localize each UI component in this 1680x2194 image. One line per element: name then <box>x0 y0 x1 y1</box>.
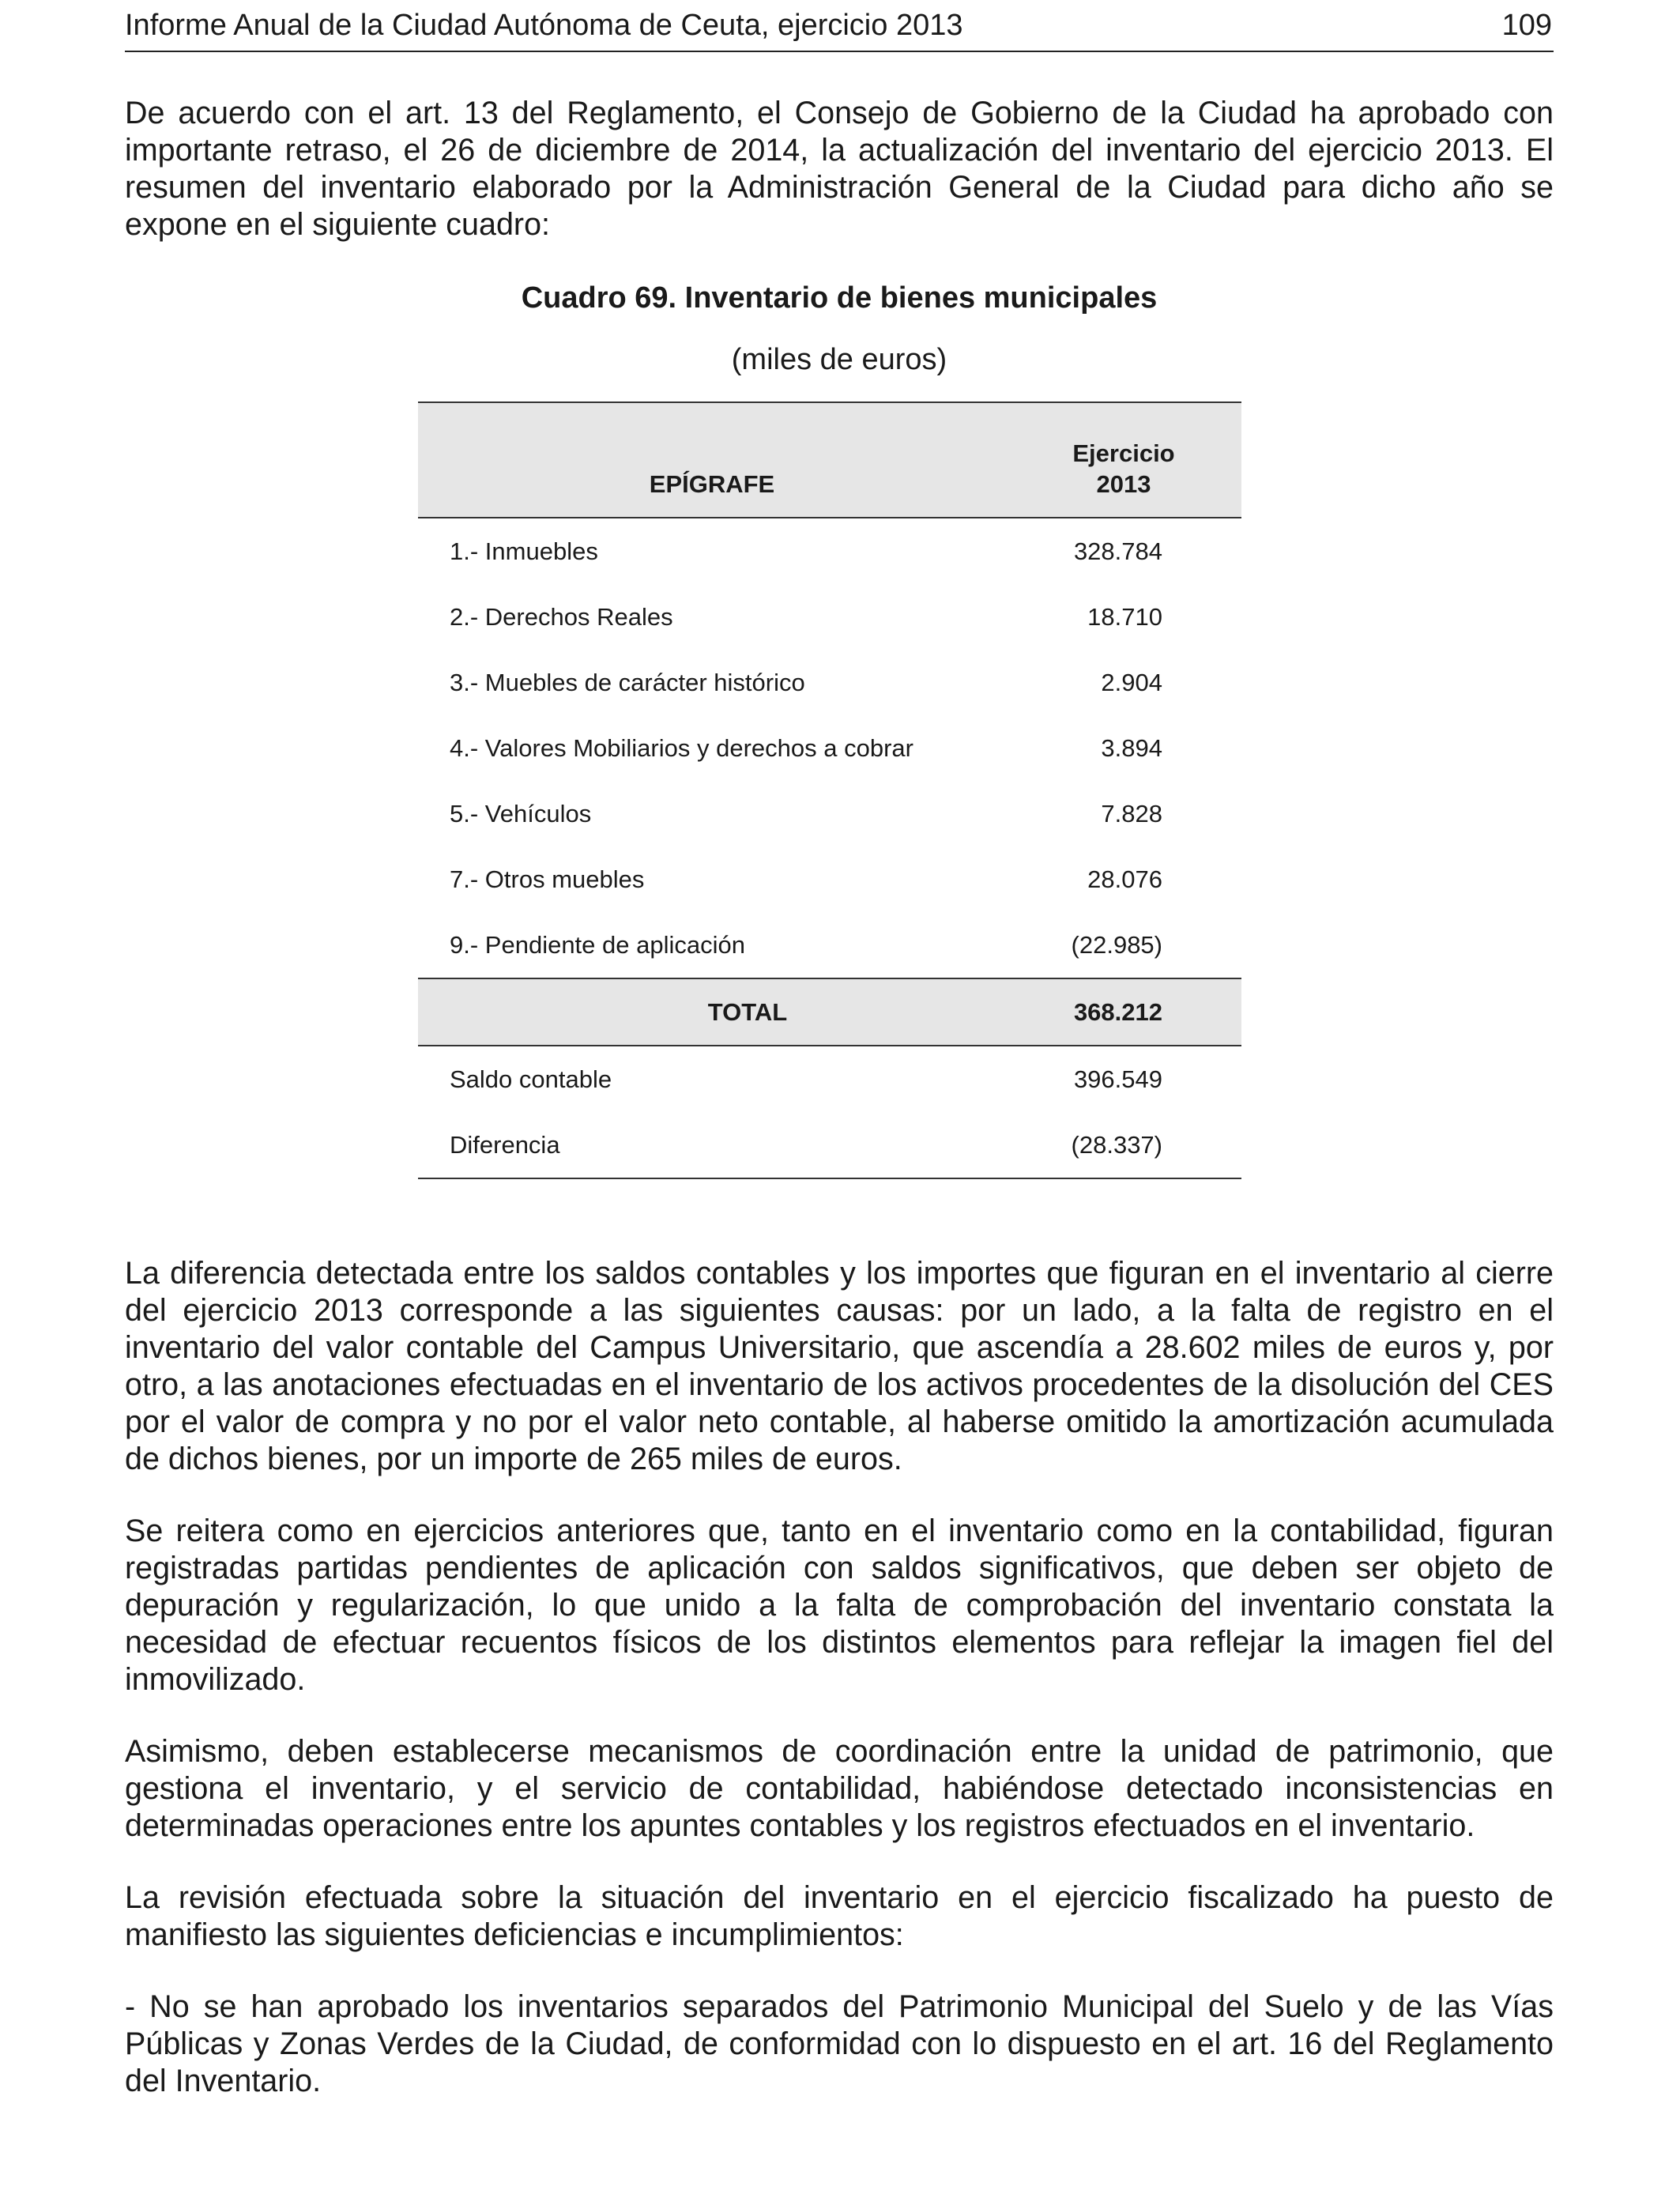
row-label: 3.- Muebles de carácter histórico <box>450 669 805 696</box>
document-page <box>125 0 1554 2100</box>
column-header-ejercicio-line1: Ejercicio <box>1072 439 1175 467</box>
inventory-table <box>418 401 1241 1179</box>
page-number: 109 <box>1501 9 1552 42</box>
paragraph-differences: La diferencia detectada entre los saldos contables y los importes que figuran en el inventario al cierre del ejercicio 2013 corresponde a las siguientes causas: por un lado, a la falta de registro en el inventario del valor contable del Campus Universitario, que ascendía a 28.602 miles de euros y, por otro, a las anotaciones efectuadas en el inventario de los activos procedentes de la disolución del CES por el valor de compra y no por el valor neto contable, al haberse omitido la amortización acumulada de dichos bienes, por un importe de 265 miles de euros. <box>125 1256 1554 1476</box>
row-label: 5.- Vehículos <box>450 800 592 827</box>
intro-paragraph: De acuerdo con el art. 13 del Reglamento, el Consejo de Gobierno de la Ciudad ha aprobado con importante retraso, el 26 de diciembre de 2014, la actualización del inventario del ejercicio 2013. El resumen del inventario elaborado por la Administración General de la Ciudad para dicho año se expone en el siguiente cuadro: <box>125 96 1554 242</box>
total-value: 368.212 <box>1006 978 1241 1046</box>
table-row <box>418 912 1241 978</box>
row-value: (22.985) <box>1071 931 1162 959</box>
table-row <box>418 715 1241 781</box>
paragraph-coordination: Asimismo, deben establecerse mecanismos de coordinación entre la unidad de patrimonio, que gestiona el inventario, y el servicio de contabilidad, habiéndose detectado inconsistencias en determinadas operaciones entre los apuntes contables y los registros efectuados en el inventario. <box>125 1734 1554 1843</box>
table-caption: Cuadro 69. Inventario de bienes municipales <box>521 281 1158 315</box>
row-label: 4.- Valores Mobiliarios y derechos a cobrar <box>450 734 913 762</box>
row-value: 3.894 <box>1101 734 1162 762</box>
paragraph-deficiency-item: - No se han aprobado los inventarios separados del Patrimonio Municipal del Suelo y de las Vías Públicas y Zonas Verdes de la Ciudad, de conformidad con lo dispuesto en el art. 16 del Reglamento del Inventario. <box>125 1989 1554 2098</box>
running-header <box>125 6 1554 52</box>
table-header-row <box>418 402 1241 518</box>
row-label: 9.- Pendiente de aplicación <box>450 931 745 959</box>
table-saldo-row <box>418 1046 1241 1112</box>
diferencia-label: Diferencia <box>418 1112 1006 1178</box>
row-label: 2.- Derechos Reales <box>450 603 673 631</box>
paragraph-review: La revisión efectuada sobre la situación del inventario en el ejercicio fiscalizado ha puesto de manifiesto las siguientes deficiencias e incumplimientos: <box>125 1880 1554 1952</box>
paragraph-pending-items: Se reitera como en ejercicios anteriores que, tanto en el inventario como en la contabilidad, figuran registradas partidas pendientes de aplicación con saldos significativos, que deben ser objeto de depuración y regularización, lo que unido a la falta de comprobación del inventario constata la necesidad de efectuar recuentos físicos de los distintos elementos para reflejar la imagen fiel del inmovilizado. <box>125 1514 1554 1697</box>
column-header-epigrafe: EPÍGRAFE <box>418 402 1006 518</box>
column-header-ejercicio-line2: 2013 <box>1096 470 1151 498</box>
row-value: 2.904 <box>1101 669 1162 696</box>
row-label: 7.- Otros muebles <box>450 865 645 893</box>
row-value: 7.828 <box>1101 800 1162 827</box>
row-value: 28.076 <box>1087 865 1162 893</box>
table-row <box>418 518 1241 584</box>
table-row <box>418 781 1241 846</box>
column-header-ejercicio <box>1006 402 1241 518</box>
total-label: TOTAL <box>418 978 1006 1046</box>
saldo-label: Saldo contable <box>450 1065 612 1093</box>
table-row <box>418 584 1241 650</box>
table-row <box>418 846 1241 912</box>
row-label: 1.- Inmuebles <box>450 537 598 565</box>
table-row <box>418 650 1241 715</box>
table-subcaption: (miles de euros) <box>731 343 947 376</box>
row-value: 18.710 <box>1087 603 1162 631</box>
inventory-table-wrapper <box>418 401 1241 1179</box>
table-total-row <box>418 978 1241 1046</box>
table-diferencia-row <box>418 1112 1241 1178</box>
row-value: 328.784 <box>1073 537 1162 565</box>
diferencia-value: (28.337) <box>1006 1112 1241 1178</box>
header-title: Informe Anual de la Ciudad Autónoma de Ceuta, ejercicio 2013 <box>125 9 963 42</box>
saldo-value: 396.549 <box>1073 1065 1162 1093</box>
